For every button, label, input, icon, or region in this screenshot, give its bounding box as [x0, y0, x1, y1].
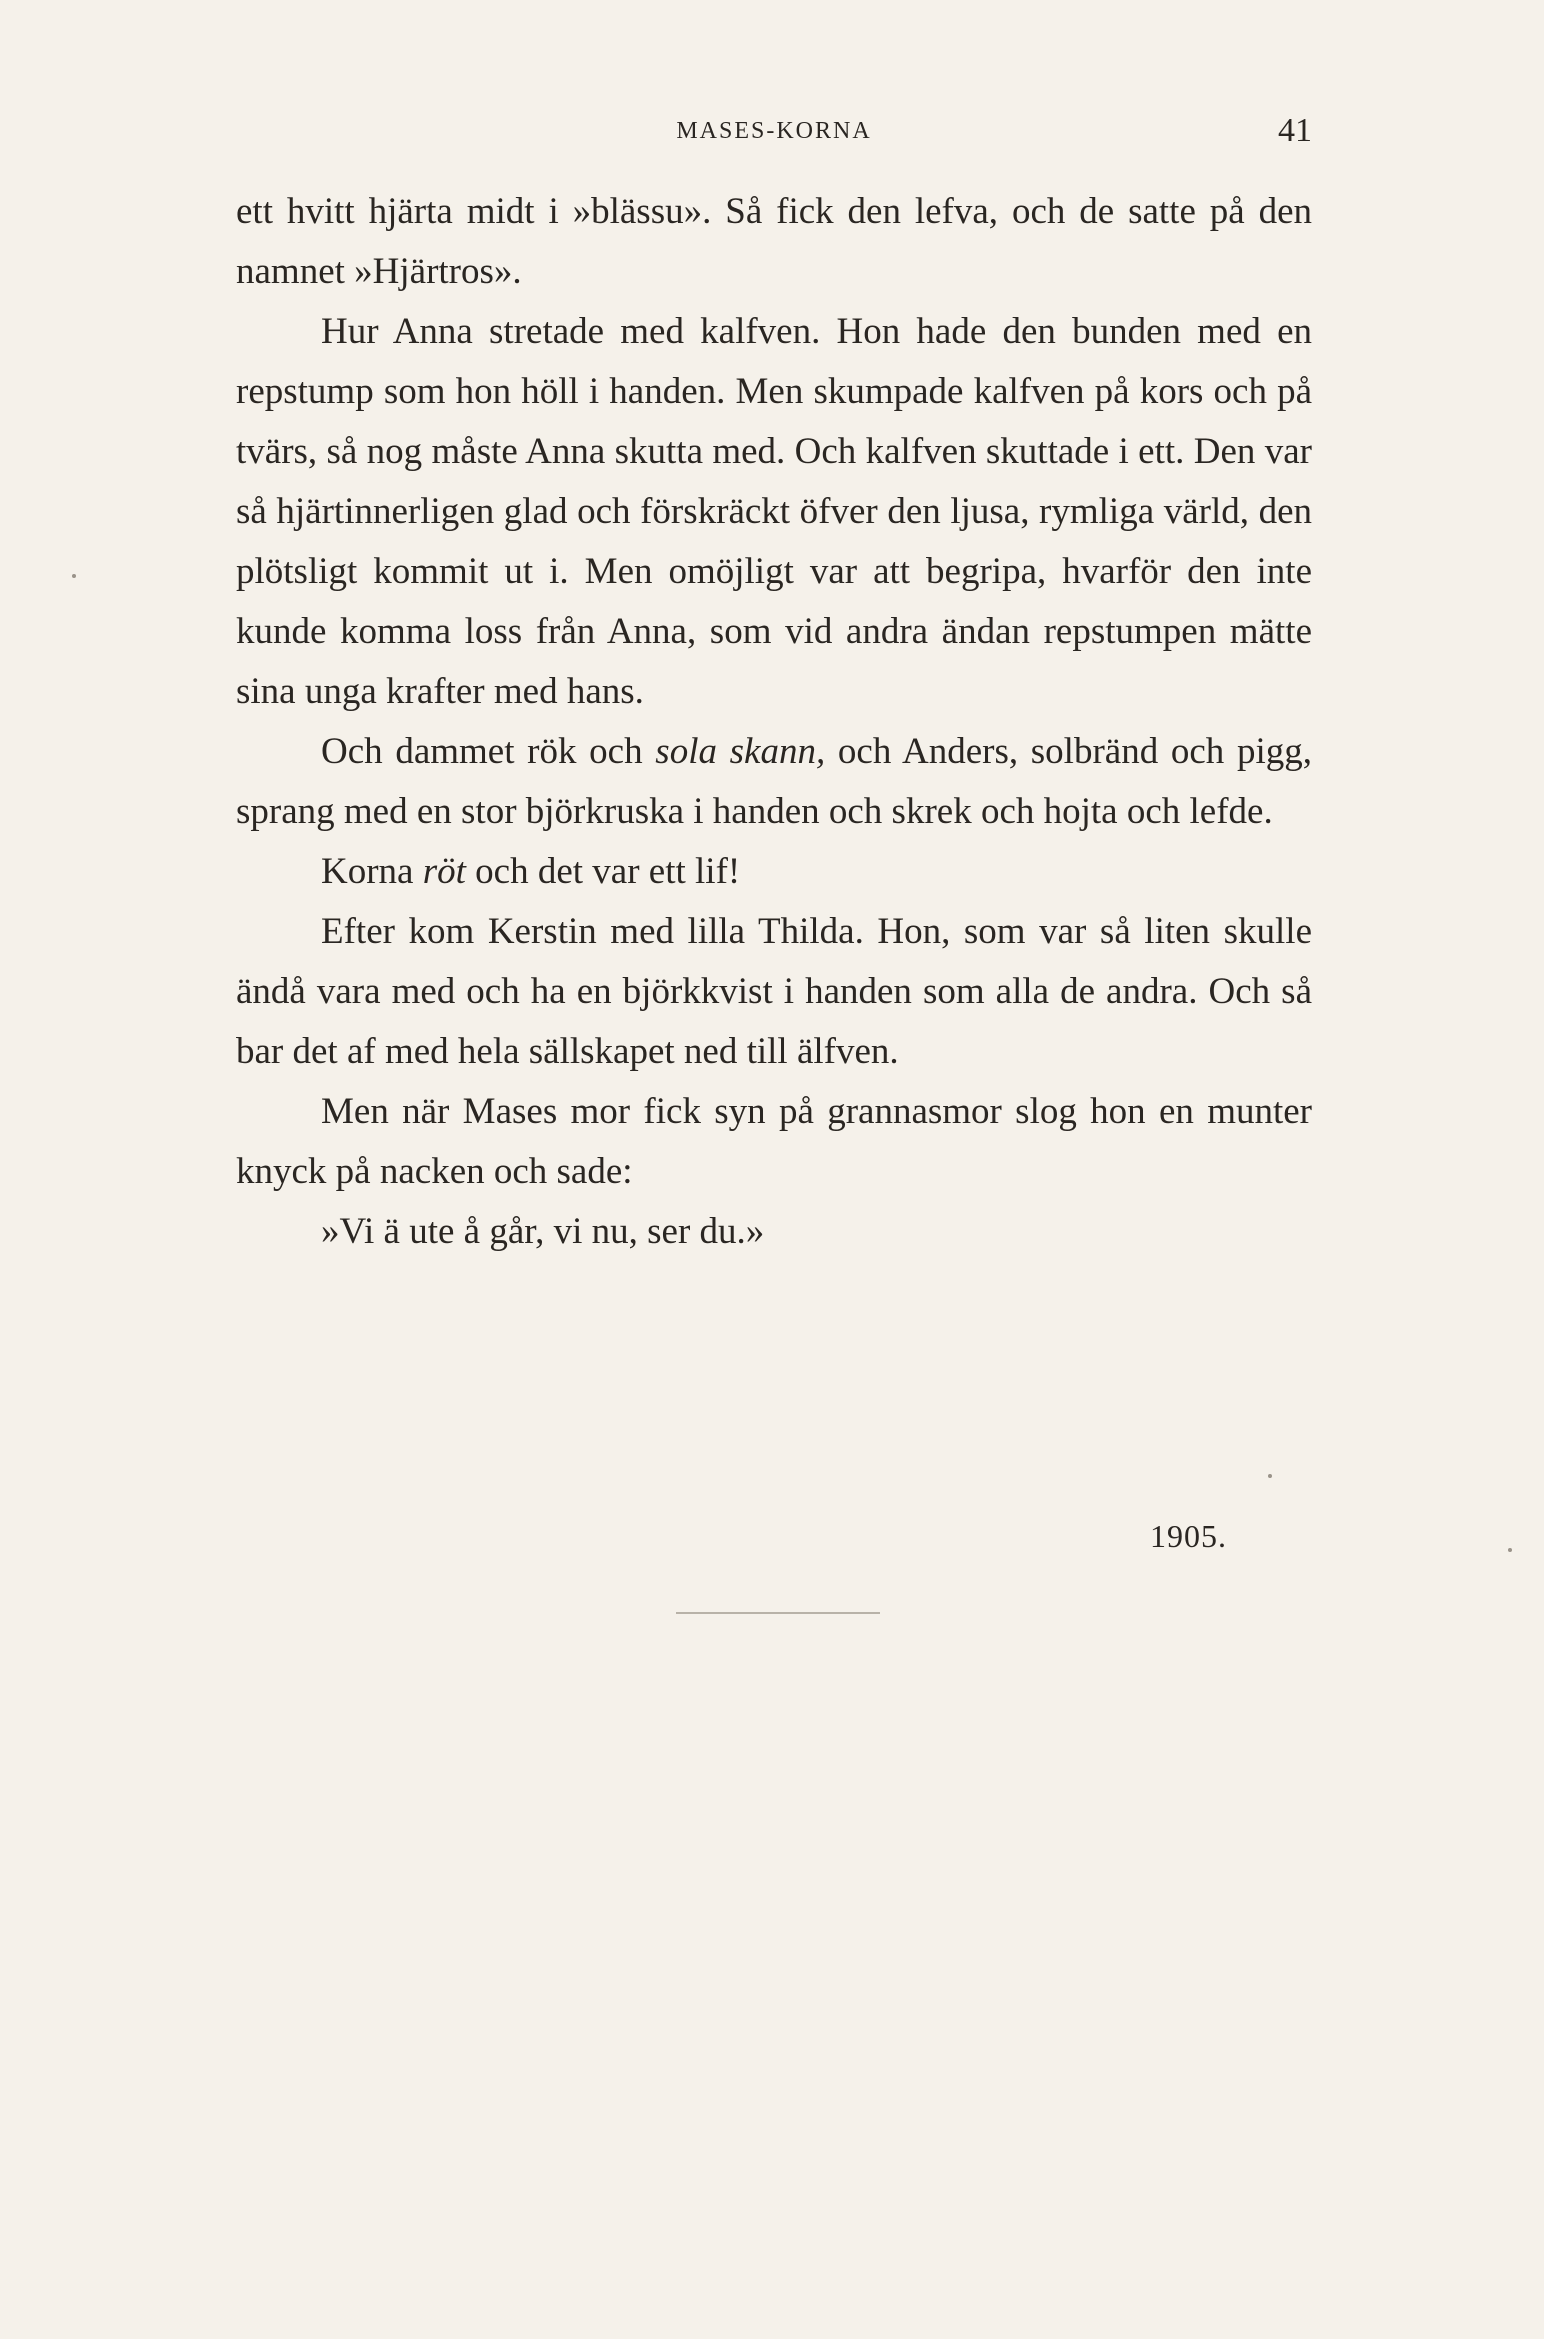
paragraph-2: Hur Anna stretade med kalfven. Hon hade den bunden med en repstump som hon höll i handen. Men skumpade kalfven på kors och på tvärs, så nog måste Anna skutta med. Och kalfven skuttade i ett. Den var så hjärtinnerligen glad och förskräckt öfver den ljusa, rymliga värld, den plötsligt kommit ut i. Men omöjligt var att begripa, hvarför den inte kunde komma loss från Anna, som vid andra ändan repstumpen mätte sina unga krafter med hans. — [236, 311, 1312, 712]
paragraph-3-text-start: Och dammet rök och — [321, 731, 656, 772]
paragraph-3-text-end: och Anders, solbränd och pigg, sprang med en stor björkruska i handen och skrek och hojta och lefde. — [236, 731, 1313, 832]
body-text — [236, 182, 1312, 1262]
paragraph-5: Efter kom Kerstin med lilla Thilda. Hon, som var så liten skulle ändå vara med och ha en björkkvist i handen som alla de andra. Och så bar det af med hela sällskapet ned till älfven. — [236, 911, 1312, 1072]
paragraph-4-text-start: Korna — [321, 851, 423, 892]
paragraph-1: ett hvitt hjärta midt i »blässu». Så fick den lefva, och de satte på den namnet »Hjärtros». — [236, 191, 1312, 292]
paragraph-3 — [236, 722, 1312, 842]
paper-speck — [72, 574, 76, 578]
paragraph-6: Men när Mases mor fick syn på grannasmor slog hon en munter knyck på nacken och sade: — [236, 1091, 1312, 1192]
paper-speck — [1508, 1548, 1512, 1552]
paragraph-4-text-end: och det var ett lif! — [465, 851, 741, 892]
page-header — [236, 112, 1312, 152]
date-line: 1905. — [1150, 1518, 1227, 1554]
paper-speck — [1268, 1474, 1272, 1478]
paragraph-7: »Vi ä ute å går, vi nu, ser du.» — [321, 1211, 765, 1252]
running-head: MASES-KORNA — [676, 118, 872, 144]
page-number: 41 — [1278, 112, 1312, 149]
end-rule — [676, 1612, 880, 1614]
paragraph-4-italic: röt — [422, 851, 466, 892]
paragraph-3-italic: sola skann, — [655, 731, 826, 772]
paragraph-4 — [236, 842, 1312, 902]
